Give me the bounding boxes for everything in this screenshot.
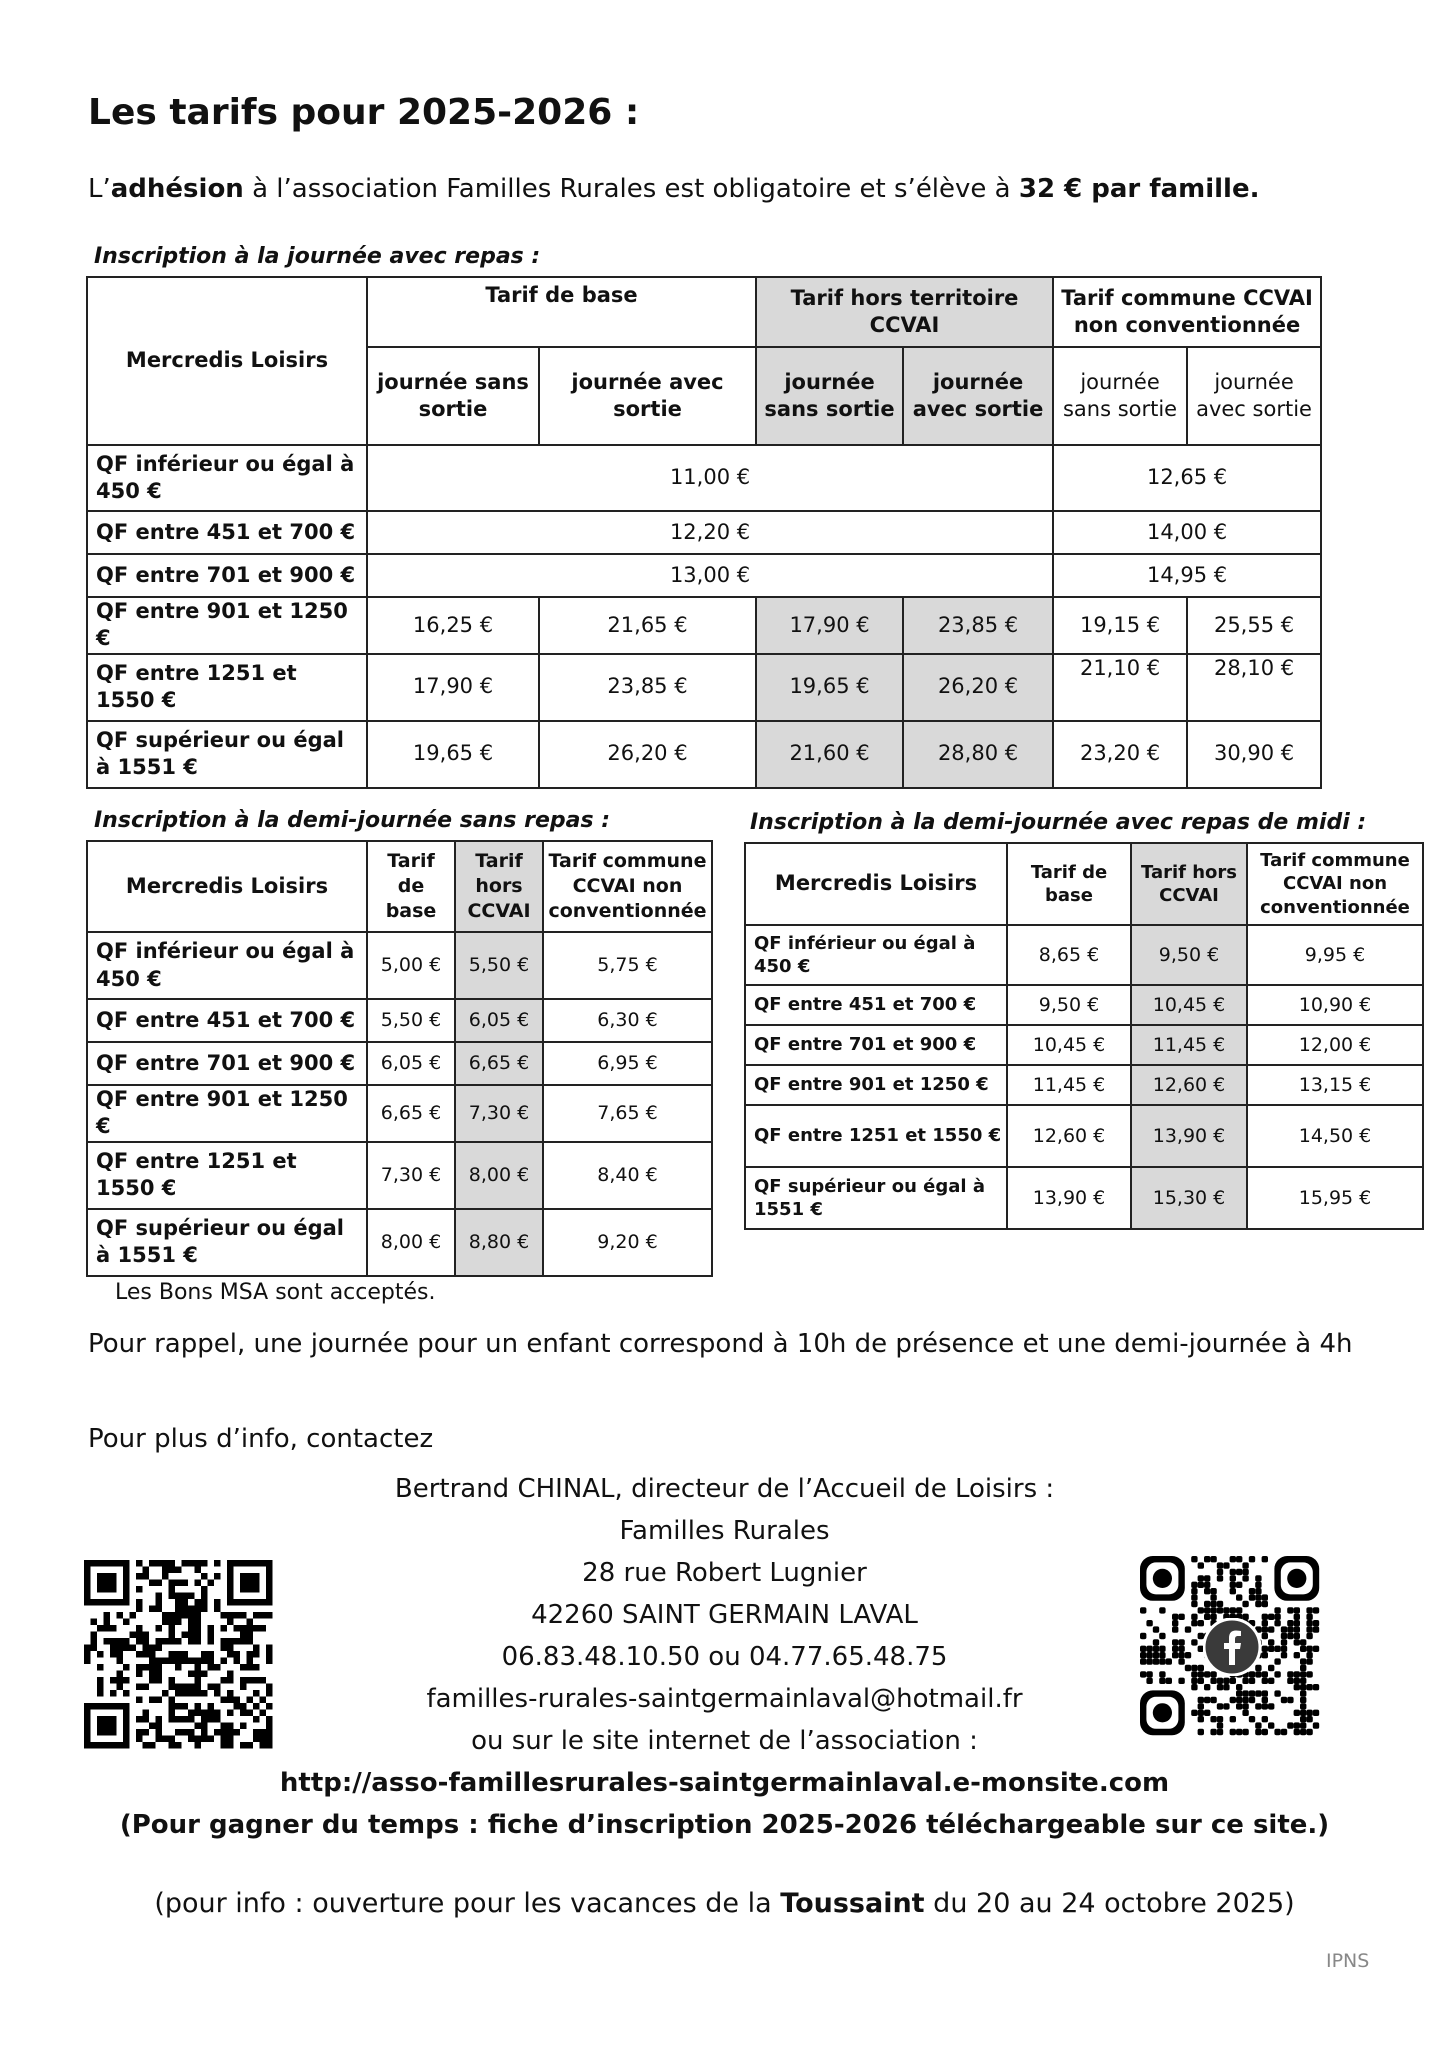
download-note: (Pour gagner du temps : fiche d’inscription 2025-2026 téléchargeable sur ce site.)	[119, 1810, 1330, 1840]
table-row: QF entre 901 et 1250 € 16,25 € 21,65 € 17,90 € 23,85 € 19,15 € 25,55 €	[87, 597, 1321, 654]
table1-caption: Inscription à la journée avec repas :	[94, 244, 541, 269]
table1-subheader: journée avec sortie	[903, 347, 1053, 445]
table-row: QF entre 451 et 700 € 12,20 € 14,00 €	[87, 511, 1321, 554]
table2-header: Tarif commune CCVAI non conventionnée	[543, 841, 712, 932]
table2-caption: Inscription à la demi-journée sans repas :	[94, 808, 611, 833]
contact-intro: Pour plus d’info, contactez	[88, 1424, 434, 1454]
table-row: QF inférieur ou égal à 450 € 8,65 € 9,50 € 9,95 €	[745, 925, 1423, 985]
table1-group: Tarif de base	[367, 277, 756, 347]
table-row: QF supérieur ou égal à 1551 € 13,90 € 15,30 € 15,95 €	[745, 1167, 1423, 1229]
table1-group: Tarif commune CCVAI non conventionnée	[1053, 277, 1321, 347]
half-day-with-lunch-table	[744, 842, 1424, 1230]
table3-header: Tarif hors CCVAI	[1131, 843, 1247, 925]
holiday-info: (pour info : ouverture pour les vacances de la Toussaint du 20 au 24 octobre 2025)	[154, 1888, 1295, 1919]
table2-header: Tarif hors CCVAI	[455, 841, 543, 932]
table1-subheader: journée sans sortie	[756, 347, 903, 445]
table-row: QF entre 1251 et 1550 € 17,90 € 23,85 € 19,65 € 26,20 € 21,10 € 28,10 €	[87, 654, 1321, 721]
contact-email[interactable]: familles-rurales-saintgermainlaval@hotmail.fr	[426, 1684, 1023, 1714]
table1-subheader: journée avec sortie	[539, 347, 756, 445]
table-row: QF supérieur ou égal à 1551 € 8,00 € 8,80 € 9,20 €	[87, 1209, 712, 1276]
table-row: QF inférieur ou égal à 450 € 5,00 € 5,50 € 5,75 €	[87, 932, 712, 999]
table1-subheader: journée sans sortie	[1053, 347, 1187, 445]
table2-header: Tarif de base	[367, 841, 455, 932]
table2-corner: Mercredis Loisirs	[87, 841, 367, 932]
table-row: QF entre 701 et 900 € 13,00 € 14,95 €	[87, 554, 1321, 597]
day-with-meal-table	[86, 276, 1322, 789]
table-row: QF entre 701 et 900 € 10,45 € 11,45 € 12,00 €	[745, 1025, 1423, 1065]
table3-corner: Mercredis Loisirs	[745, 843, 1007, 925]
contact-line: 28 rue Robert Lugnier	[582, 1558, 867, 1588]
msa-note: Les Bons MSA sont acceptés.	[115, 1280, 436, 1305]
table-row: QF entre 451 et 700 € 5,50 € 6,05 € 6,30 €	[87, 999, 712, 1042]
table-row: QF entre 1251 et 1550 € 7,30 € 8,00 € 8,40 €	[87, 1142, 712, 1209]
table-row: QF entre 901 et 1250 € 11,45 € 12,60 € 13,15 €	[745, 1065, 1423, 1105]
table-row: QF entre 901 et 1250 € 6,65 € 7,30 € 7,65 €	[87, 1085, 712, 1142]
table-row: QF entre 701 et 900 € 6,05 € 6,65 € 6,95 €	[87, 1042, 712, 1085]
table-row: QF inférieur ou égal à 450 € 11,00 € 12,65 €	[87, 445, 1321, 511]
website-link[interactable]: http://asso-famillesrurales-saintgermainlaval.e-monsite.com	[279, 1768, 1170, 1798]
table-row: QF entre 1251 et 1550 € 12,60 € 13,90 € 14,50 €	[745, 1105, 1423, 1167]
qr-code-icon[interactable]	[84, 1560, 274, 1750]
table-row: QF entre 451 et 700 € 9,50 € 10,45 € 10,90 €	[745, 985, 1423, 1025]
facebook-icon	[1203, 1618, 1261, 1676]
table1-subheader: journée avec sortie	[1187, 347, 1321, 445]
contact-line: Bertrand CHINAL, directeur de l’Accueil de Loisirs :	[394, 1474, 1055, 1504]
table1-group: Tarif hors territoire CCVAI	[756, 277, 1053, 347]
contact-line: Familles Rurales	[619, 1516, 830, 1546]
ipns-mark: IPNS	[1326, 1950, 1370, 1972]
page-title: Les tarifs pour 2025-2026 :	[88, 92, 640, 133]
contact-line: ou sur le site internet de l’association :	[471, 1726, 978, 1756]
table3-caption: Inscription à la demi-journée avec repas de midi :	[750, 810, 1367, 835]
contact-phone: 06.83.48.10.50 ou 04.77.65.48.75	[501, 1642, 948, 1672]
table1-subheader: journée sans sortie	[367, 347, 539, 445]
table-row: QF supérieur ou égal à 1551 € 19,65 € 26,20 € 21,60 € 28,80 € 23,20 € 30,90 €	[87, 721, 1321, 788]
table3-header: Tarif de base	[1007, 843, 1131, 925]
half-day-no-meal-table	[86, 840, 713, 1277]
table1-corner: Mercredis Loisirs	[87, 277, 367, 445]
membership-intro: L’adhésion à l’association Familles Rurales est obligatoire et s’élève à 32 € par famille.	[88, 174, 1260, 204]
reminder-text: Pour rappel, une journée pour un enfant correspond à 10h de présence et une demi-journée à 4h	[88, 1329, 1353, 1359]
table3-header: Tarif commune CCVAI non conventionnée	[1247, 843, 1423, 925]
contact-line: 42260 SAINT GERMAIN LAVAL	[531, 1600, 918, 1630]
